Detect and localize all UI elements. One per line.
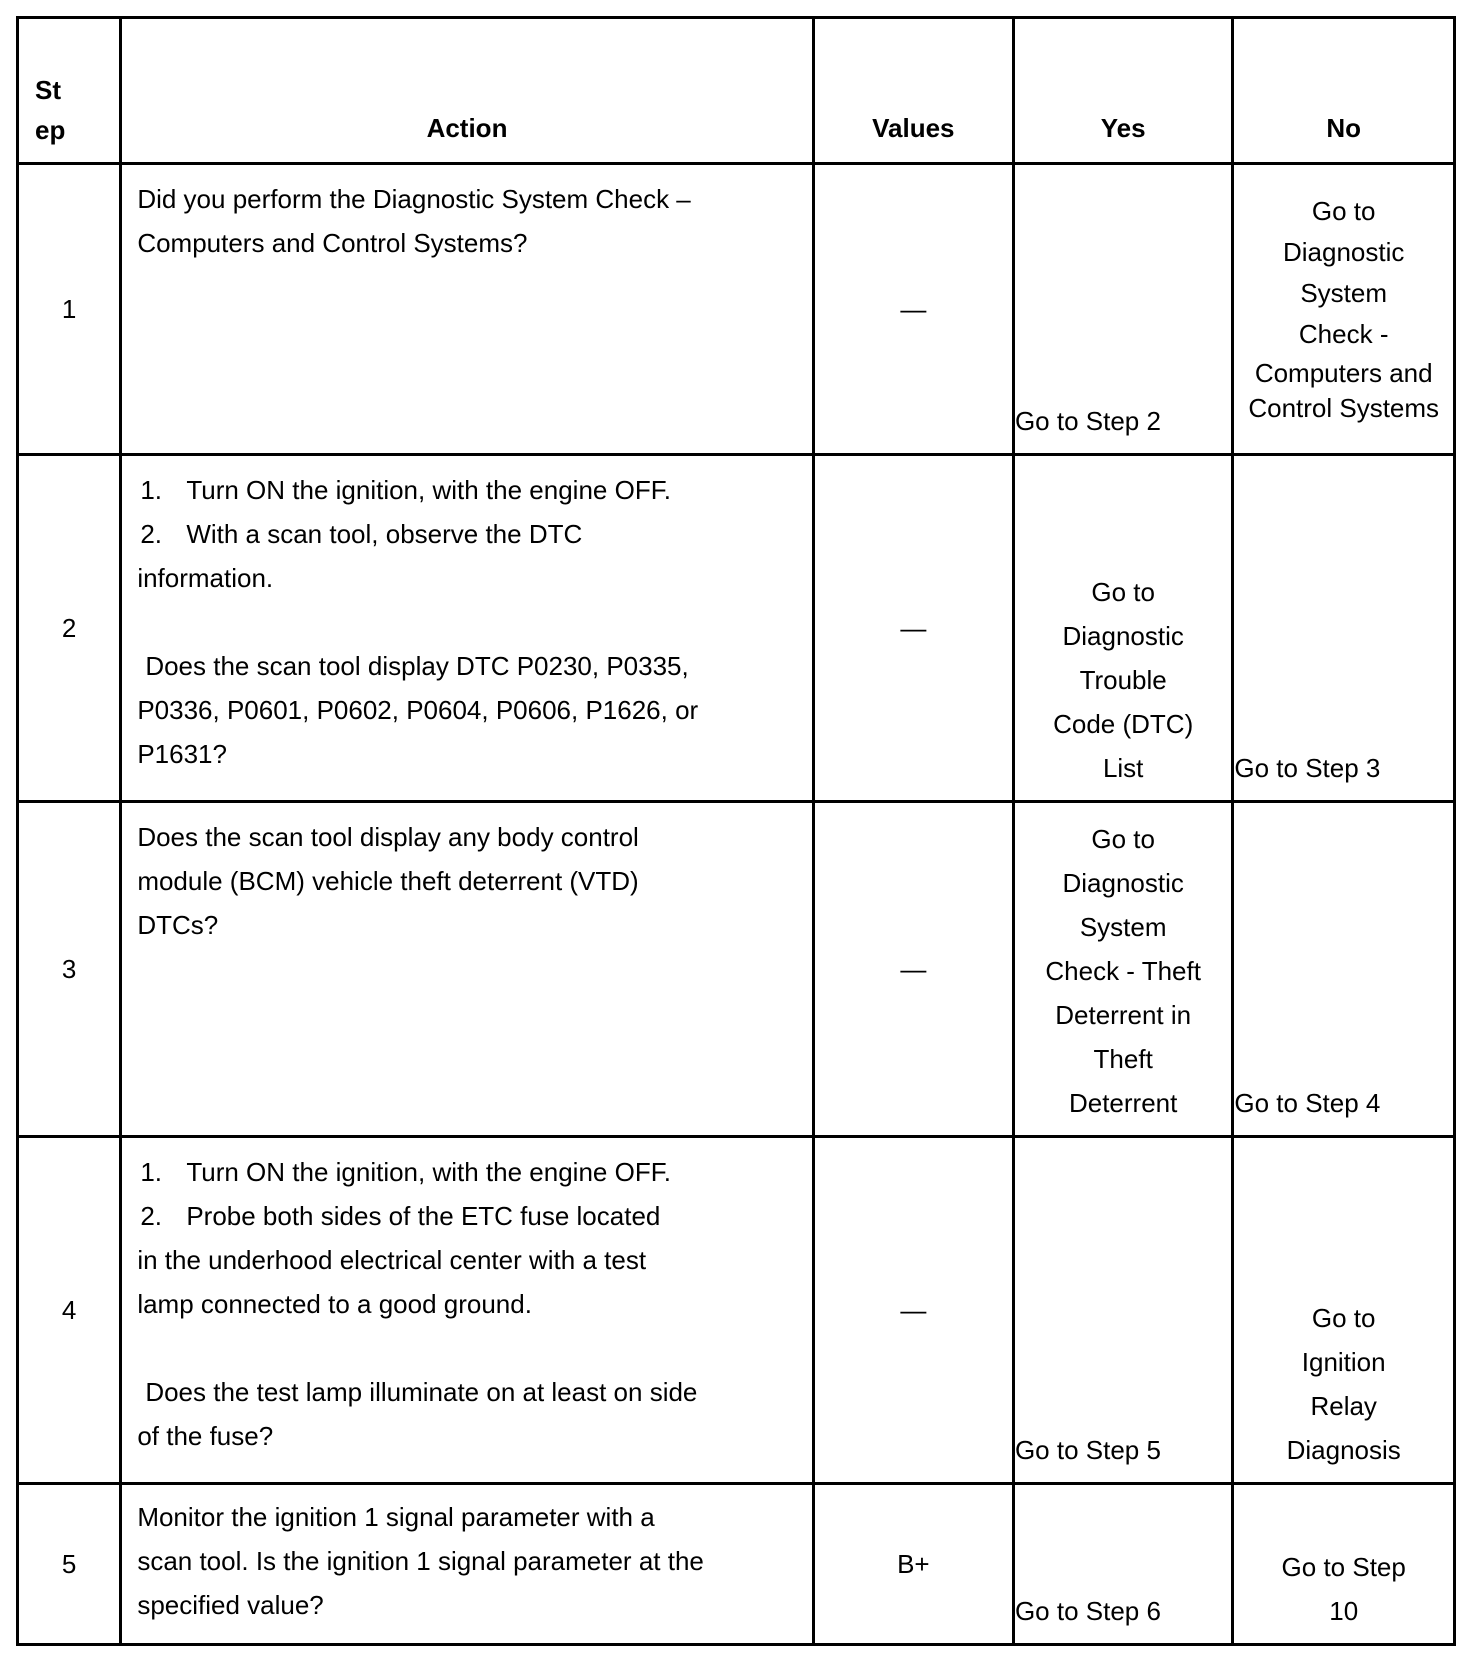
question-line: of the fuse? — [137, 1420, 274, 1451]
action-cell — [121, 1483, 813, 1644]
no-cell: Go to Diagnostic System Check - Computers and Control Systems — [1233, 163, 1455, 454]
action-line: Does the scan tool display any body control — [137, 821, 639, 852]
action-line: in the underhood electrical center with a test — [137, 1244, 647, 1275]
step-number: 1 — [18, 163, 121, 454]
action-line: Turn ON the ignition, with the engine OFF. — [186, 475, 671, 506]
action-line: specified value? — [137, 1589, 324, 1620]
table-row — [18, 163, 1455, 454]
action-line: Computers and Control Systems? — [137, 227, 528, 258]
action-cell — [121, 163, 813, 454]
value-cell: — — [813, 455, 1013, 802]
yes-cell: Go to Step 2 — [1013, 163, 1232, 454]
yes-cell: Go to Step 5 — [1013, 1136, 1232, 1483]
value-cell: — — [813, 163, 1013, 454]
action-line: Probe both sides of the ETC fuse located — [186, 1200, 661, 1231]
table-row — [18, 1136, 1455, 1483]
step-number: 3 — [18, 801, 121, 1136]
step-header: St ep — [18, 18, 121, 164]
diagnostic-table — [16, 16, 1456, 1646]
table-row — [18, 455, 1455, 802]
yes-cell: Go to Diagnostic Trouble Code (DTC) List — [1013, 455, 1232, 802]
action-line: Did you perform the Diagnostic System Check – — [137, 183, 691, 214]
value-cell: — — [813, 1136, 1013, 1483]
no-cell: Go to Step 4 — [1233, 801, 1455, 1136]
value-cell: B+ — [813, 1483, 1013, 1644]
no-cell: Go to Ignition Relay Diagnosis — [1233, 1136, 1455, 1483]
table-row — [18, 1483, 1455, 1644]
action-line: With a scan tool, observe the DTC — [186, 519, 583, 550]
value-cell: — — [813, 801, 1013, 1136]
step-number: 5 — [18, 1483, 121, 1644]
action-header: Action — [121, 18, 813, 164]
action-line: DTCs? — [137, 909, 219, 940]
action-line: Turn ON the ignition, with the engine OFF. — [186, 1156, 671, 1187]
action-line: lamp connected to a good ground. — [137, 1288, 532, 1319]
yes-cell: Go to Diagnostic System Check - Theft Deterrent in Theft Deterrent — [1013, 801, 1232, 1136]
action-cell — [121, 801, 813, 1136]
action-line: information. — [137, 563, 274, 594]
no-header: No — [1233, 18, 1455, 164]
question-line: Does the scan tool display DTC P0230, P0335, — [145, 651, 689, 682]
step-number: 4 — [18, 1136, 121, 1483]
yes-cell: Go to Step 6 — [1013, 1483, 1232, 1644]
yes-header: Yes — [1013, 18, 1232, 164]
step-number: 2 — [18, 455, 121, 802]
question-line: Does the test lamp illuminate on at least on side — [145, 1376, 698, 1407]
header-row — [18, 18, 1455, 164]
question-line: P1631? — [137, 739, 227, 770]
action-line: Monitor the ignition 1 signal parameter with a — [137, 1501, 655, 1532]
no-cell: Go to Step 3 — [1233, 455, 1455, 802]
no-cell: Go to Step 10 — [1233, 1483, 1455, 1644]
action-cell: 1. Turn ON the ignition, with the engine OFF. 2. Probe both sides of the ETC fuse located in the underhood electrical center with a test lamp connected to a good ground. Does the test lamp illuminate on at least on side of the fuse? — [121, 1136, 813, 1483]
values-header: Values — [813, 18, 1013, 164]
action-line: module (BCM) vehicle theft deterrent (VTD) — [137, 865, 639, 896]
action-line: scan tool. Is the ignition 1 signal parameter at the — [137, 1545, 704, 1576]
table-row — [18, 801, 1455, 1136]
question-line: P0336, P0601, P0602, P0604, P0606, P1626, or — [137, 695, 699, 726]
action-cell: 1. Turn ON the ignition, with the engine OFF. 2. With a scan tool, observe the DTC information. Does the scan tool display DTC P0230, P0335, P0336, P0601, P0602, P0604, P0606, P1626, or P1631? — [121, 455, 813, 802]
